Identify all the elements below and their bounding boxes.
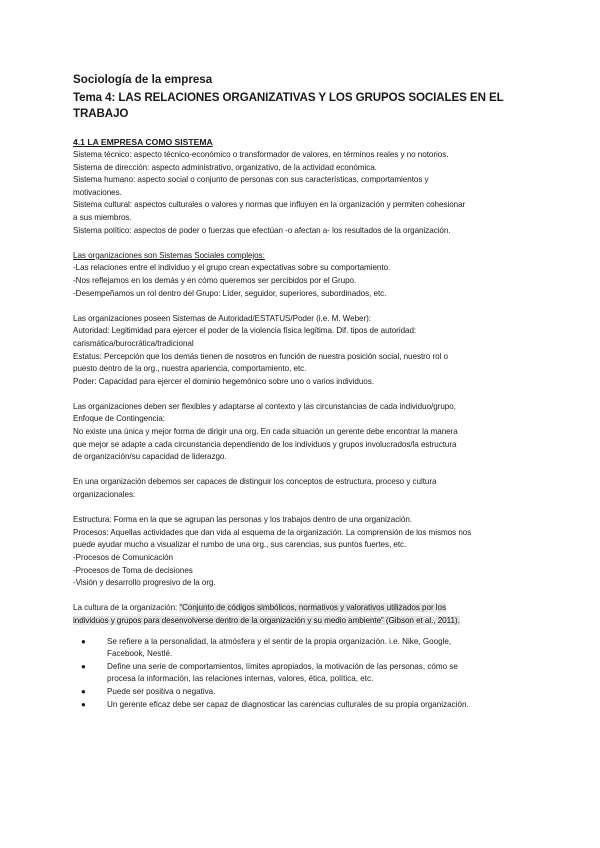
bullet-text: Se refiere a la personalidad, la atmósfera y el sentir de la propia organización. i.e. Nike, Google, — [107, 636, 452, 646]
concept-line: -Procesos de Comunicación — [73, 553, 173, 562]
authority-line: Estatus: Percepción que los demás tienen de nosotros en función de nuestra posición social, nuestro rol o — [73, 351, 448, 361]
bullet-text: Facebook, Nestlé. — [107, 649, 173, 659]
system-humano-cont: motivaciones. — [73, 187, 122, 197]
bullet-text: Define una serie de comportamientos, límites apropiados, la motivación de las personas, cómo se — [107, 661, 458, 671]
system-cultural-cont: a sus miembros. — [73, 212, 132, 222]
authority-block — [73, 313, 533, 389]
concept-line: Estructura: Forma en la que se agrupan las personas y los trabajos dentro de una organización. — [73, 515, 413, 525]
authority-line: Autoridad: Legitimidad para ejercer el poder de la violencia física legítima. Dif. tipos de autoridad: — [73, 326, 417, 336]
topic-title: Tema 4: LAS RELACIONES ORGANIZATIVAS Y LOS GRUPOS SOCIALES EN EL TRABAJO — [73, 91, 504, 120]
system-politico: Sistema político: aspectos de poder o fuerzas que efectúan -o afectan a- los resultados de la organización. — [73, 225, 451, 235]
document-page — [73, 72, 533, 711]
culture-line-1 — [73, 602, 533, 615]
authority-line: Poder: Capacidad para ejercer el dominio hegemónico sobre uno o varios individuos. — [73, 376, 374, 386]
complex-line: -Nos reflejamos en los demás y en cómo queremos ser percibidos por el Grupo. — [73, 275, 357, 285]
contingency-line: de organización/su capacidad de liderazgo. — [73, 452, 227, 462]
bullet-item — [81, 686, 533, 699]
bullet-item — [81, 661, 533, 686]
culture-label: La cultura de la organización: — [73, 603, 180, 613]
contingency-line: No existe una única y mejor forma de dirigir una org. En cada situación un gerente debe encontrar la manera — [73, 427, 458, 437]
concepts-block — [73, 514, 533, 590]
concept-line: -Visión y desarrollo progresivo de la org. — [73, 578, 216, 588]
systems-list — [73, 149, 533, 237]
bullet-item — [81, 699, 533, 712]
bullet-text: procesa la información, las relaciones internas, valores, ética, política, etc. — [107, 674, 374, 684]
contingency-line: que mejor se adapte a cada circunstancia dependiendo de los individuos y grupos involucrados/la estructura — [73, 439, 457, 449]
course-title: Sociología de la empresa — [73, 73, 213, 86]
authority-line: puesto dentro de la org., nuestra apariencia, comportamiento, etc. — [73, 364, 307, 374]
authority-line: Las organizaciones poseen Sistemas de Autoridad/ESTATUS/Poder (i.e. M. Weber): — [73, 313, 371, 323]
bullet-icon: ● — [81, 699, 86, 709]
system-humano: Sistema humano: aspecto social o conjunto de personas con sus características, comportamientos y — [73, 175, 429, 185]
system-tecnico: Sistema técnico: aspecto técnico-económico o transformador de valores, en términos reales y no notorios. — [73, 150, 449, 159]
system-cultural: Sistema cultural: aspectos culturales o valores y normas que influyen en la organización y permiten cohesionar — [73, 200, 466, 210]
culture-definition — [73, 602, 533, 627]
bullet-icon: ● — [81, 661, 86, 671]
contingency-line: Las organizaciones deben ser flexibles y adaptarse al contexto y las circunstancias de cada individuo/grupo, — [73, 401, 456, 411]
concept-line: Procesos: Aquellas actividades que dan vida al esquema de la organización. La comprensión de los mismos nos — [73, 527, 472, 537]
authority-line: carismática/burocrática/tradicional — [73, 338, 194, 348]
concept-line: puede ayudar mucho a visualizar el rumbo de una org., sus carencias, sus puntos fuertes, etc. — [73, 540, 407, 550]
concept-line: -Procesos de Toma de decisiones — [73, 565, 193, 575]
concepts-intro-line: En una organización debemos ser capaces de distinguir los conceptos de estructura, proceso y cultura — [73, 477, 437, 487]
concepts-intro-block — [73, 476, 533, 501]
complex-line: -Desempeñamos un rol dentro del Grupo: Líder, seguidor, superiores, subordinados, etc. — [73, 288, 387, 298]
bullet-text: Puede ser positiva o negativa. — [107, 686, 216, 696]
culture-line-2 — [73, 615, 533, 628]
culture-quote-part-1: “Conjunto de códigos simbólicos, normativos y valorativos utilizados por los — [179, 603, 447, 613]
contingency-block — [73, 401, 533, 464]
contingency-line: Enfoque de Contingencia: — [73, 414, 165, 424]
complex-line: -Las relaciones entre el individuo y el grupo crean expectativas sobre su comportamiento. — [73, 263, 391, 273]
complex-heading: Las organizaciones son Sistemas Sociales complejos: — [73, 250, 265, 260]
system-direccion: Sistema de dirección: aspecto administrativo, organizativo, de la actividad económica. — [73, 162, 377, 172]
bullet-item — [81, 636, 533, 661]
bullet-text: Un gerente eficaz debe ser capaz de diagnosticar las carencias culturales de su propia organización. — [107, 699, 469, 709]
culture-quote-part-2: individuos y grupos para desenvolverse dentro de la organización y su medio ambiente” (Gibson et al., 2011). — [73, 615, 460, 625]
complex-systems-block — [73, 250, 533, 300]
bullet-icon: ● — [81, 686, 86, 696]
concepts-intro-line: organizacionales: — [73, 490, 136, 500]
section-heading: 4.1 LA EMPRESA COMO SISTEMA — [73, 137, 213, 147]
bullet-icon: ● — [81, 636, 86, 646]
culture-bullet-list — [73, 636, 533, 712]
